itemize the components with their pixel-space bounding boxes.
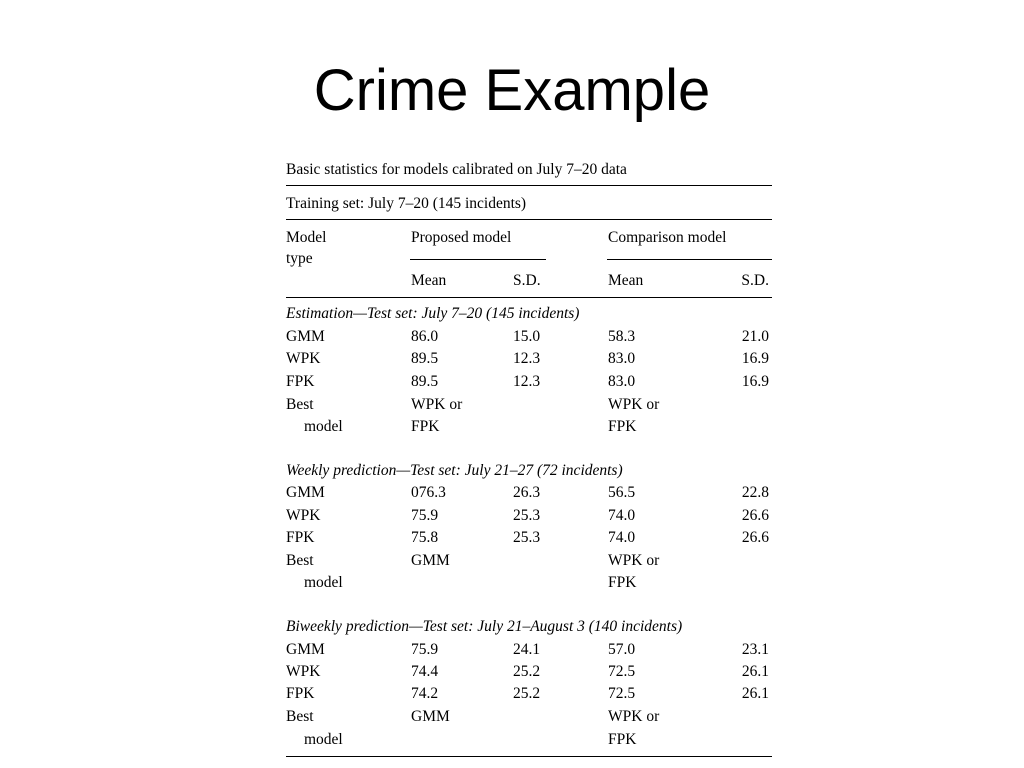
section-title: Estimation—Test set: July 7–20 (145 incidents): [286, 305, 580, 322]
row-comparison-mean: 74.0: [608, 507, 636, 524]
section-title: Biweekly prediction—Test set: July 21–August 3 (140 incidents): [286, 618, 683, 635]
row-comparison-sd: 26.6: [741, 529, 769, 546]
header-comparison-sd: S.D.: [741, 272, 769, 289]
row-proposed-sd: 25.3: [513, 507, 541, 524]
row-comparison-mean: 72.5: [608, 685, 636, 702]
best-model-label: Best: [286, 708, 314, 725]
training-set-label: Training set: July 7–20 (145 incidents): [286, 195, 527, 212]
row-model: GMM: [286, 641, 325, 658]
row-model: WPK: [286, 507, 321, 524]
table-rule-top: [286, 185, 772, 186]
best-model-label: model: [304, 418, 343, 435]
row-proposed-mean: 86.0: [411, 328, 439, 345]
row-proposed-mean: 74.4: [411, 663, 439, 680]
row-comparison-sd: 26.1: [741, 663, 769, 680]
header-proposed-rule: [410, 259, 546, 260]
row-model: WPK: [286, 350, 321, 367]
row-proposed-sd: 15.0: [513, 328, 541, 345]
best-model-label: Best: [286, 396, 314, 413]
best-comparison-value: FPK: [608, 574, 637, 591]
row-comparison-sd: 16.9: [741, 373, 769, 390]
row-model: FPK: [286, 373, 315, 390]
best-model-label: model: [304, 574, 343, 591]
best-comparison-value: FPK: [608, 418, 637, 435]
row-proposed-sd: 24.1: [513, 641, 541, 658]
row-proposed-sd: 12.3: [513, 350, 541, 367]
header-proposed-sd: S.D.: [513, 272, 541, 289]
best-model-label: model: [304, 731, 343, 748]
header-proposed-model: Proposed model: [411, 229, 512, 246]
row-comparison-mean: 58.3: [608, 328, 636, 345]
table-rule-header-bottom: [286, 297, 772, 298]
statistics-table: [286, 0, 772, 768]
row-comparison-mean: 72.5: [608, 663, 636, 680]
row-comparison-sd: 26.6: [741, 507, 769, 524]
row-model: WPK: [286, 663, 321, 680]
table-rule-header-top: [286, 219, 772, 220]
row-proposed-mean: 076.3: [411, 484, 446, 501]
best-comparison-value: FPK: [608, 731, 637, 748]
best-proposed-value: GMM: [411, 708, 450, 725]
row-model: GMM: [286, 484, 325, 501]
header-proposed-mean: Mean: [411, 272, 447, 289]
row-proposed-mean: 89.5: [411, 373, 439, 390]
best-proposed-value: GMM: [411, 552, 450, 569]
section-title: Weekly prediction—Test set: July 21–27 (72 incidents): [286, 462, 623, 479]
row-model: GMM: [286, 328, 325, 345]
row-comparison-sd: 23.1: [741, 641, 769, 658]
header-comparison-rule: [607, 259, 772, 260]
row-proposed-mean: 89.5: [411, 350, 439, 367]
best-model-label: Best: [286, 552, 314, 569]
best-proposed-value: WPK or: [411, 396, 463, 413]
best-comparison-value: WPK or: [608, 708, 660, 725]
row-proposed-sd: 25.3: [513, 529, 541, 546]
row-proposed-sd: 25.2: [513, 663, 541, 680]
slide-title: Crime Example: [313, 58, 711, 123]
table-caption: Basic statistics for models calibrated on July 7–20 data: [286, 161, 627, 178]
row-comparison-sd: 21.0: [741, 328, 769, 345]
header-comparison-model: Comparison model: [608, 229, 727, 246]
header-model-type-line2: type: [286, 250, 313, 267]
row-proposed-sd: 26.3: [513, 484, 541, 501]
row-proposed-mean: 75.8: [411, 529, 439, 546]
row-comparison-mean: 74.0: [608, 529, 636, 546]
row-comparison-mean: 83.0: [608, 373, 636, 390]
row-comparison-mean: 83.0: [608, 350, 636, 367]
header-model-type-line1: Model: [286, 229, 327, 246]
best-comparison-value: WPK or: [608, 552, 660, 569]
row-proposed-mean: 74.2: [411, 685, 439, 702]
best-comparison-value: WPK or: [608, 396, 660, 413]
header-comparison-mean: Mean: [608, 272, 644, 289]
row-proposed-mean: 75.9: [411, 641, 439, 658]
row-comparison-sd: 16.9: [741, 350, 769, 367]
row-proposed-mean: 75.9: [411, 507, 439, 524]
row-comparison-sd: 22.8: [741, 484, 769, 501]
row-proposed-sd: 25.2: [513, 685, 541, 702]
row-comparison-mean: 57.0: [608, 641, 636, 658]
best-proposed-value: FPK: [411, 418, 440, 435]
row-model: FPK: [286, 685, 315, 702]
row-comparison-mean: 56.5: [608, 484, 636, 501]
row-comparison-sd: 26.1: [741, 685, 769, 702]
row-proposed-sd: 12.3: [513, 373, 541, 390]
row-model: FPK: [286, 529, 315, 546]
table-rule-bottom: [286, 756, 772, 757]
